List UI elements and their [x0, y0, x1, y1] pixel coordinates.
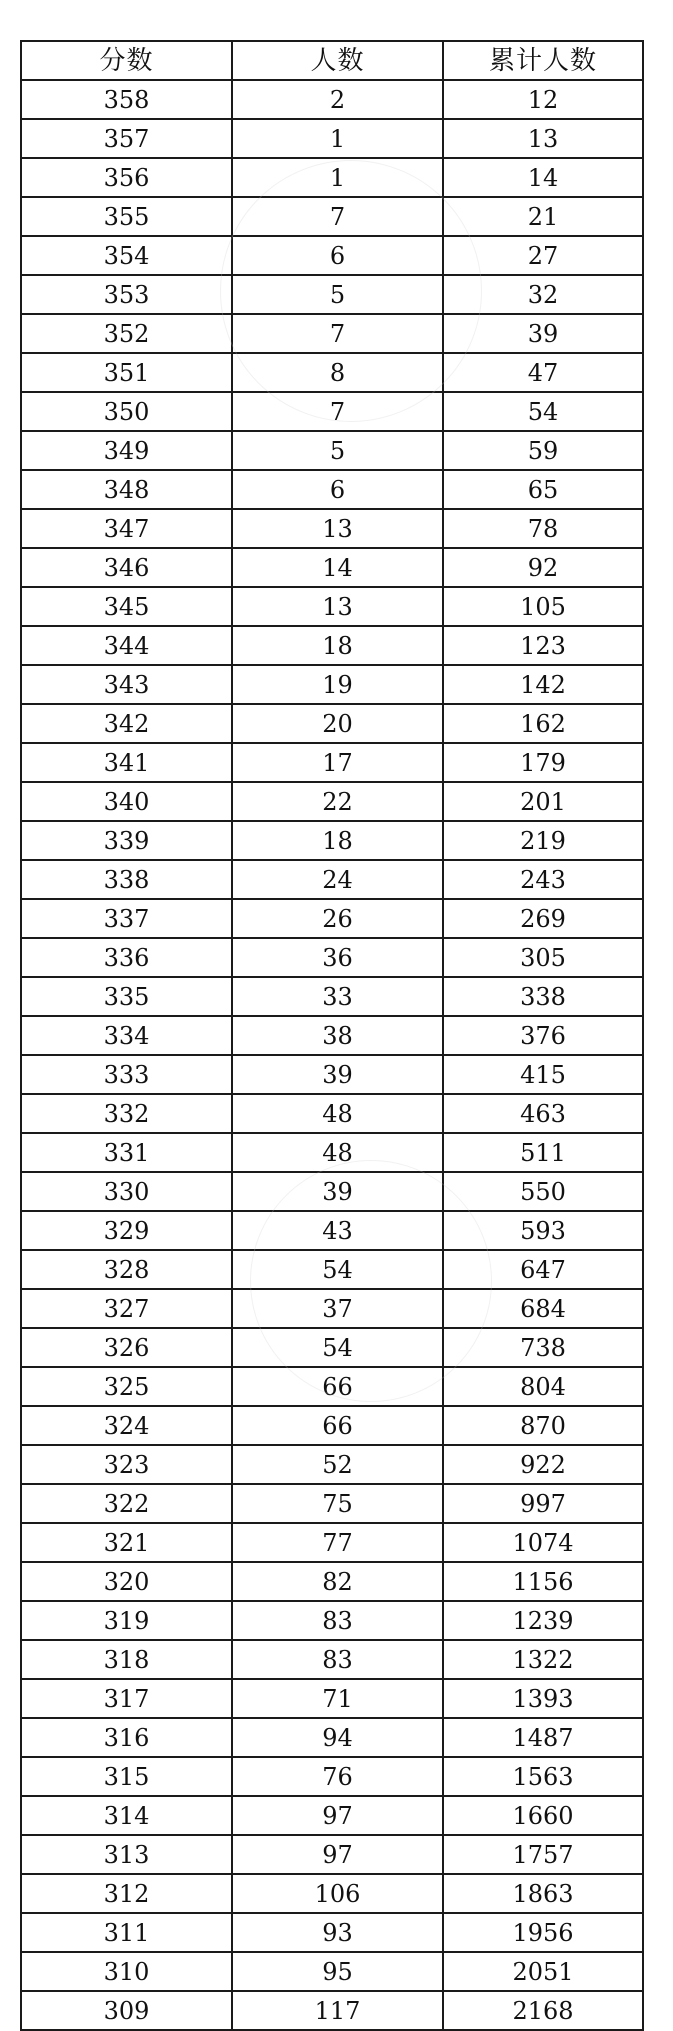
score-cell: 323 — [21, 1445, 232, 1484]
score-cell: 319 — [21, 1601, 232, 1640]
count-cell: 6 — [232, 470, 443, 509]
table-row — [21, 1952, 643, 1991]
count-cell: 1 — [232, 158, 443, 197]
count-cell: 24 — [232, 860, 443, 899]
score-cell: 346 — [21, 548, 232, 587]
count-cell: 75 — [232, 1484, 443, 1523]
count-cell: 7 — [232, 392, 443, 431]
score-cell: 355 — [21, 197, 232, 236]
count-cell: 14 — [232, 548, 443, 587]
table-row — [21, 1718, 643, 1757]
table-row — [21, 1640, 643, 1679]
header-row — [21, 41, 643, 80]
score-cell: 343 — [21, 665, 232, 704]
table-row — [21, 314, 643, 353]
count-cell: 18 — [232, 821, 443, 860]
score-cell: 340 — [21, 782, 232, 821]
count-cell: 54 — [232, 1250, 443, 1289]
score-cell: 353 — [21, 275, 232, 314]
header-score: 分数 — [21, 41, 232, 80]
score-cell: 336 — [21, 938, 232, 977]
table-row — [21, 392, 643, 431]
table-row — [21, 158, 643, 197]
table-row — [21, 353, 643, 392]
table-row — [21, 1523, 643, 1562]
score-cell: 330 — [21, 1172, 232, 1211]
cumulative-cell: 105 — [443, 587, 643, 626]
table-row — [21, 1913, 643, 1952]
count-cell: 19 — [232, 665, 443, 704]
score-cell: 321 — [21, 1523, 232, 1562]
score-cell: 309 — [21, 1991, 232, 2030]
table-row — [21, 665, 643, 704]
count-cell: 95 — [232, 1952, 443, 1991]
table-row — [21, 1133, 643, 1172]
score-cell: 335 — [21, 977, 232, 1016]
cumulative-cell: 142 — [443, 665, 643, 704]
table-row — [21, 626, 643, 665]
score-cell: 322 — [21, 1484, 232, 1523]
score-cell: 328 — [21, 1250, 232, 1289]
cumulative-cell: 1074 — [443, 1523, 643, 1562]
score-cell: 348 — [21, 470, 232, 509]
cumulative-cell: 1393 — [443, 1679, 643, 1718]
count-cell: 20 — [232, 704, 443, 743]
table-row — [21, 431, 643, 470]
count-cell: 13 — [232, 587, 443, 626]
score-cell: 316 — [21, 1718, 232, 1757]
score-cell: 350 — [21, 392, 232, 431]
score-cell: 345 — [21, 587, 232, 626]
cumulative-cell: 78 — [443, 509, 643, 548]
table-body — [21, 80, 643, 2030]
score-cell: 327 — [21, 1289, 232, 1328]
count-cell: 77 — [232, 1523, 443, 1562]
count-cell: 2 — [232, 80, 443, 119]
table-row — [21, 1289, 643, 1328]
score-cell: 314 — [21, 1796, 232, 1835]
cumulative-cell: 27 — [443, 236, 643, 275]
count-cell: 106 — [232, 1874, 443, 1913]
table-row — [21, 548, 643, 587]
count-cell: 38 — [232, 1016, 443, 1055]
score-cell: 338 — [21, 860, 232, 899]
cumulative-cell: 12 — [443, 80, 643, 119]
table-row — [21, 1211, 643, 1250]
score-cell: 312 — [21, 1874, 232, 1913]
score-cell: 339 — [21, 821, 232, 860]
table-row — [21, 119, 643, 158]
table-row — [21, 470, 643, 509]
cumulative-cell: 997 — [443, 1484, 643, 1523]
cumulative-cell: 243 — [443, 860, 643, 899]
cumulative-cell: 47 — [443, 353, 643, 392]
table-row — [21, 1601, 643, 1640]
table-row — [21, 80, 643, 119]
cumulative-cell: 593 — [443, 1211, 643, 1250]
cumulative-cell: 305 — [443, 938, 643, 977]
count-cell: 26 — [232, 899, 443, 938]
cumulative-cell: 21 — [443, 197, 643, 236]
cumulative-cell: 123 — [443, 626, 643, 665]
cumulative-cell: 59 — [443, 431, 643, 470]
count-cell: 117 — [232, 1991, 443, 2030]
score-cell: 357 — [21, 119, 232, 158]
cumulative-cell: 1660 — [443, 1796, 643, 1835]
header-cumulative: 累计人数 — [443, 41, 643, 80]
count-cell: 97 — [232, 1835, 443, 1874]
table-row — [21, 1991, 643, 2030]
cumulative-cell: 14 — [443, 158, 643, 197]
cumulative-cell: 39 — [443, 314, 643, 353]
score-cell: 349 — [21, 431, 232, 470]
table-row — [21, 1016, 643, 1055]
score-cell: 356 — [21, 158, 232, 197]
score-cell: 320 — [21, 1562, 232, 1601]
table-row — [21, 1562, 643, 1601]
count-cell: 5 — [232, 275, 443, 314]
count-cell: 39 — [232, 1055, 443, 1094]
score-distribution-table — [20, 40, 644, 2031]
score-cell: 318 — [21, 1640, 232, 1679]
score-cell: 315 — [21, 1757, 232, 1796]
cumulative-cell: 376 — [443, 1016, 643, 1055]
table-row — [21, 1172, 643, 1211]
score-cell: 334 — [21, 1016, 232, 1055]
score-cell: 331 — [21, 1133, 232, 1172]
count-cell: 22 — [232, 782, 443, 821]
count-cell: 39 — [232, 1172, 443, 1211]
count-cell: 97 — [232, 1796, 443, 1835]
table-row — [21, 1055, 643, 1094]
cumulative-cell: 1563 — [443, 1757, 643, 1796]
count-cell: 43 — [232, 1211, 443, 1250]
count-cell: 7 — [232, 314, 443, 353]
cumulative-cell: 179 — [443, 743, 643, 782]
cumulative-cell: 870 — [443, 1406, 643, 1445]
score-cell: 358 — [21, 80, 232, 119]
cumulative-cell: 415 — [443, 1055, 643, 1094]
header-count: 人数 — [232, 41, 443, 80]
cumulative-cell: 550 — [443, 1172, 643, 1211]
count-cell: 71 — [232, 1679, 443, 1718]
count-cell: 82 — [232, 1562, 443, 1601]
count-cell: 83 — [232, 1601, 443, 1640]
table-row — [21, 1757, 643, 1796]
count-cell: 94 — [232, 1718, 443, 1757]
cumulative-cell: 65 — [443, 470, 643, 509]
cumulative-cell: 219 — [443, 821, 643, 860]
table-row — [21, 197, 643, 236]
score-cell: 342 — [21, 704, 232, 743]
table-row — [21, 1328, 643, 1367]
score-cell: 341 — [21, 743, 232, 782]
cumulative-cell: 463 — [443, 1094, 643, 1133]
count-cell: 1 — [232, 119, 443, 158]
cumulative-cell: 647 — [443, 1250, 643, 1289]
count-cell: 36 — [232, 938, 443, 977]
score-cell: 352 — [21, 314, 232, 353]
count-cell: 76 — [232, 1757, 443, 1796]
table-row — [21, 860, 643, 899]
score-cell: 332 — [21, 1094, 232, 1133]
table-row — [21, 782, 643, 821]
table-row — [21, 977, 643, 1016]
table-row — [21, 1094, 643, 1133]
table-row — [21, 587, 643, 626]
count-cell: 8 — [232, 353, 443, 392]
count-cell: 54 — [232, 1328, 443, 1367]
cumulative-cell: 54 — [443, 392, 643, 431]
table-row — [21, 938, 643, 977]
table-row — [21, 509, 643, 548]
cumulative-cell: 92 — [443, 548, 643, 587]
table-row — [21, 236, 643, 275]
cumulative-cell: 511 — [443, 1133, 643, 1172]
table-row — [21, 704, 643, 743]
count-cell: 37 — [232, 1289, 443, 1328]
score-cell: 326 — [21, 1328, 232, 1367]
count-cell: 48 — [232, 1133, 443, 1172]
cumulative-cell: 1239 — [443, 1601, 643, 1640]
count-cell: 7 — [232, 197, 443, 236]
table-row — [21, 1445, 643, 1484]
score-cell: 337 — [21, 899, 232, 938]
score-cell: 324 — [21, 1406, 232, 1445]
table-row — [21, 899, 643, 938]
count-cell: 66 — [232, 1406, 443, 1445]
count-cell: 52 — [232, 1445, 443, 1484]
cumulative-cell: 1956 — [443, 1913, 643, 1952]
cumulative-cell: 2168 — [443, 1991, 643, 2030]
cumulative-cell: 1863 — [443, 1874, 643, 1913]
cumulative-cell: 2051 — [443, 1952, 643, 1991]
table-row — [21, 1874, 643, 1913]
cumulative-cell: 804 — [443, 1367, 643, 1406]
score-cell: 333 — [21, 1055, 232, 1094]
score-cell: 317 — [21, 1679, 232, 1718]
cumulative-cell: 201 — [443, 782, 643, 821]
cumulative-cell: 1322 — [443, 1640, 643, 1679]
score-cell: 310 — [21, 1952, 232, 1991]
cumulative-cell: 922 — [443, 1445, 643, 1484]
count-cell: 93 — [232, 1913, 443, 1952]
table-row — [21, 1484, 643, 1523]
table-row — [21, 275, 643, 314]
count-cell: 5 — [232, 431, 443, 470]
score-cell: 351 — [21, 353, 232, 392]
cumulative-cell: 338 — [443, 977, 643, 1016]
table-row — [21, 1796, 643, 1835]
count-cell: 18 — [232, 626, 443, 665]
score-cell: 354 — [21, 236, 232, 275]
count-cell: 33 — [232, 977, 443, 1016]
cumulative-cell: 32 — [443, 275, 643, 314]
count-cell: 48 — [232, 1094, 443, 1133]
score-cell: 325 — [21, 1367, 232, 1406]
score-cell: 344 — [21, 626, 232, 665]
count-cell: 13 — [232, 509, 443, 548]
table-row — [21, 1250, 643, 1289]
table-row — [21, 743, 643, 782]
score-cell: 347 — [21, 509, 232, 548]
score-cell: 329 — [21, 1211, 232, 1250]
cumulative-cell: 269 — [443, 899, 643, 938]
cumulative-cell: 738 — [443, 1328, 643, 1367]
cumulative-cell: 684 — [443, 1289, 643, 1328]
table-header — [21, 41, 643, 80]
table-row — [21, 821, 643, 860]
count-cell: 83 — [232, 1640, 443, 1679]
score-cell: 311 — [21, 1913, 232, 1952]
cumulative-cell: 1156 — [443, 1562, 643, 1601]
cumulative-cell: 162 — [443, 704, 643, 743]
score-cell: 313 — [21, 1835, 232, 1874]
count-cell: 6 — [232, 236, 443, 275]
cumulative-cell: 13 — [443, 119, 643, 158]
table-row — [21, 1367, 643, 1406]
count-cell: 17 — [232, 743, 443, 782]
cumulative-cell: 1487 — [443, 1718, 643, 1757]
table-row — [21, 1679, 643, 1718]
count-cell: 66 — [232, 1367, 443, 1406]
cumulative-cell: 1757 — [443, 1835, 643, 1874]
table-row — [21, 1835, 643, 1874]
table-row — [21, 1406, 643, 1445]
score-distribution-sheet — [20, 40, 642, 2025]
